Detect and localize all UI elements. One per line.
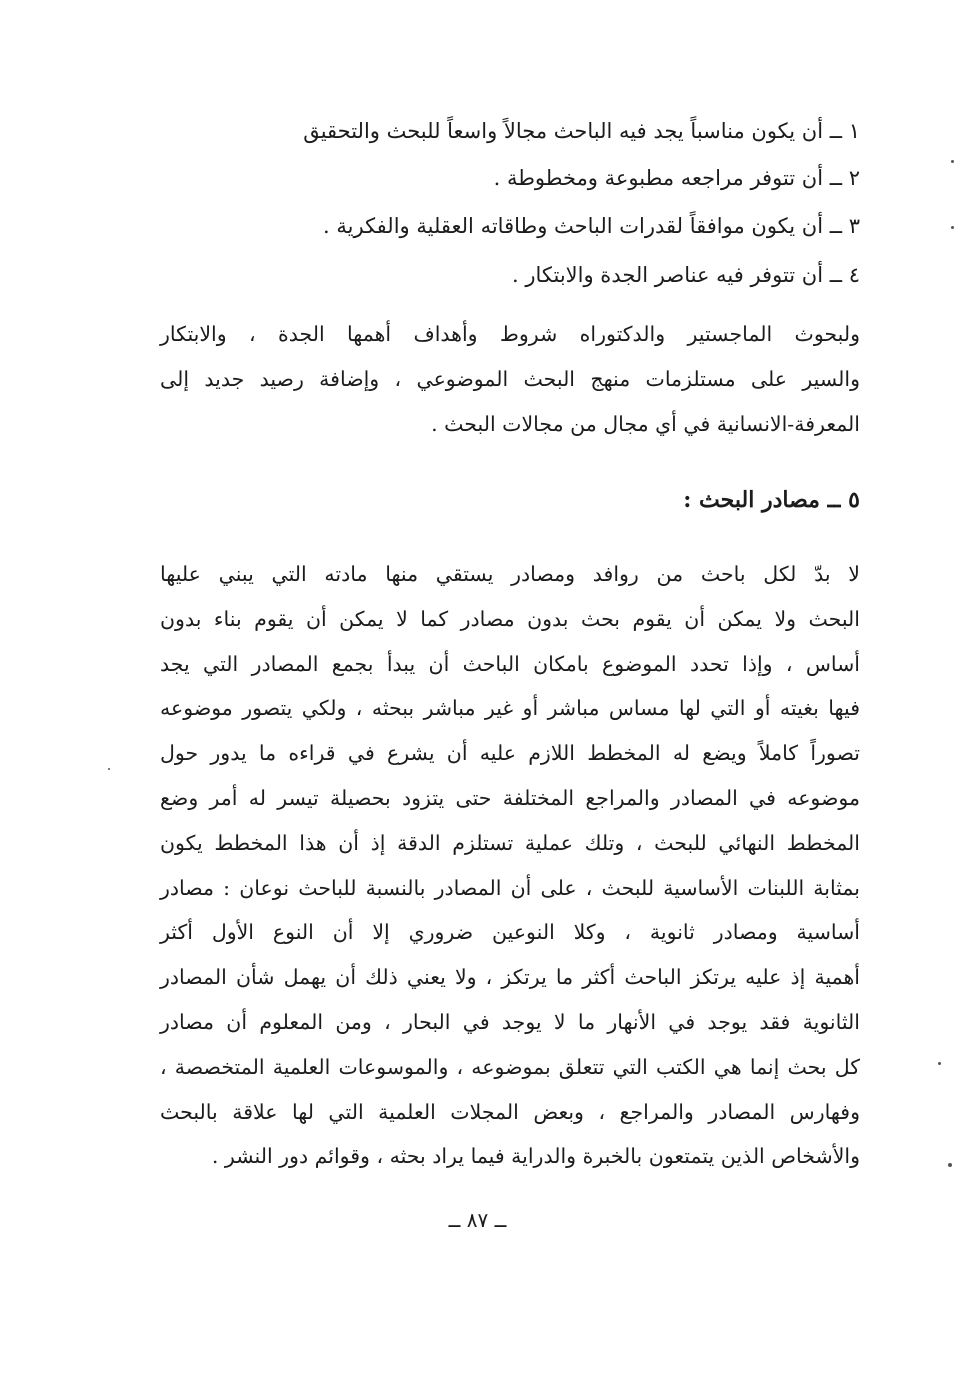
intro-paragraph	[160, 312, 860, 447]
scan-speck	[951, 226, 954, 229]
sources-paragraph	[160, 552, 860, 1179]
sources-line: والأشخاص الذين يتمتعون بالخبرة والدراية فيما يراد بحثه ، وقوائم دور النشر .	[211, 1144, 860, 1169]
sources-line: فيها بغيته أو التي لها مساس مباشر أو غير مباشر ببحثه ، ولكي يتصور موضوعه	[160, 696, 860, 721]
scan-speck	[951, 160, 954, 163]
sources-line: موضوعه في المصادر والمراجع المختلفة حتى يتزود بحصيلة تيسر له أمر وضع	[160, 785, 860, 810]
sources-line: تصوراً كاملاً ويضع له المخطط اللازم عليه أن يشرع في قراءه ما يدور حول	[160, 741, 860, 766]
scan-speck	[108, 768, 110, 770]
sources-line: أهمية إذ عليه يرتكز الباحث أكثر ما يرتكز ، ولا يعني ذلك أن يهمل شأن المصادر	[160, 965, 860, 990]
sources-line: المخطط النهائي للبحث ، وتلك عملية تستلزم الدقة إذ أن هذا المخطط يكون	[160, 830, 860, 855]
list-item-2: ٢ ــ أن تتوفر مراجعه مطبوعة ومخطوطة .	[493, 166, 860, 190]
intro-line: والسير على مستلزمات منهج البحث الموضوعي ، وإضافة رصيد جديد إلى	[160, 367, 860, 391]
sources-line: لا بدّ لكل باحث من روافد ومصادر يستقي منها مادته التي يبني عليها	[160, 562, 860, 586]
sources-line: البحث ولا يمكن أن يقوم بحث بدون مصادر كما لا يمكن أن يقوم بناء بدون	[160, 606, 860, 631]
list-item-4: ٤ ــ أن تتوفر فيه عناصر الجدة والابتكار .	[512, 263, 860, 287]
scan-speck	[938, 1062, 941, 1065]
sources-line: أساسية ومصادر ثانوية ، وكلا النوعين ضروري إلا أن النوع الأول أكثر	[160, 920, 860, 945]
list-item-1: ١ ــ أن يكون مناسباً يجد فيه الباحث مجالاً واسعاً للبحث والتحقيق	[303, 119, 860, 143]
intro-line: المعرفة-الانسانية في أي مجال من مجالات البحث .	[431, 412, 860, 436]
scan-speck	[948, 1163, 952, 1167]
sources-line: وفهارس المصادر والمراجع ، وبعض المجلات العلمية التي لها علاقة بالبحث	[160, 1099, 860, 1124]
sources-line: بمثابة اللبنات الأساسية للبحث ، على أن المصادر بالنسبة للباحث نوعان : مصادر	[160, 875, 860, 900]
intro-line: ولبحوث الماجستير والدكتوراه شروط وأهداف أهمها الجدة ، والابتكار	[160, 322, 860, 346]
sources-line: أساس ، وإذا تحدد الموضوع بامكان الباحث أن يبدأ بجمع المصادر التي يجد	[160, 651, 860, 676]
section-heading: ٥ ــ مصادر البحث :	[683, 487, 860, 513]
list-item-3: ٣ ــ أن يكون موافقاً لقدرات الباحث وطاقاته العقلية والفكرية .	[323, 214, 860, 238]
sources-line: كل بحث إنما هي الكتب التي تتعلق بموضوعه ، والموسوعات العلمية المتخصصة ،	[160, 1054, 860, 1079]
sources-line: الثانوية فقد يوجد في الأنهار ما لا يوجد في البحار ، ومن المعلوم أن مصادر	[160, 1009, 860, 1034]
page-number: ــ ٨٧ ــ	[448, 1208, 507, 1232]
